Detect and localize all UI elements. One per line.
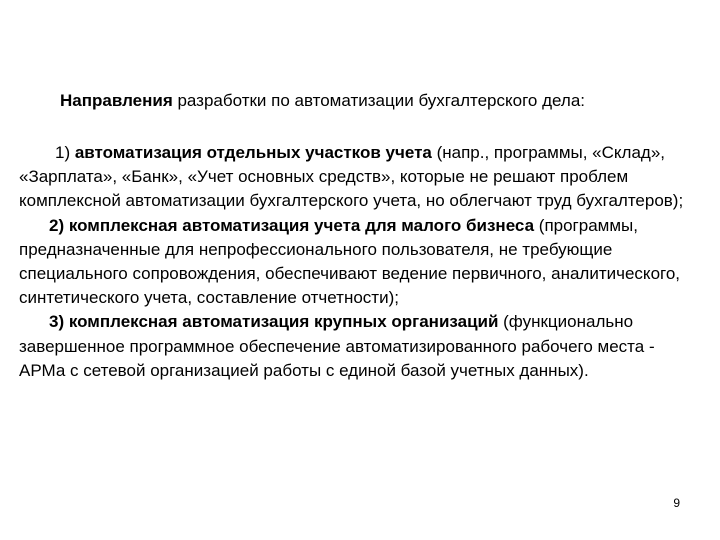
list-item-3: [19, 310, 699, 383]
list-item-2-title: 2) комплексная автоматизация учета для малого бизнеса: [49, 215, 535, 235]
list-item-1-text: (напр., программы, «Склад», «Зарплата», «Банк», «Учет основных средств», которые не решают проблем комплексной автоматизации бухгалтерского учета, но облегчают труд бухгалтеров);: [19, 143, 684, 211]
heading-bold-term: Направления: [60, 91, 173, 110]
list-item-1-title: автоматизация отдельных участков учета: [74, 143, 432, 162]
list-item-2: [19, 214, 699, 311]
list-item-3-title: 3) комплексная автоматизация крупных организаций: [49, 312, 499, 332]
page-number: 9: [673, 496, 680, 510]
heading-text: разработки по автоматизации бухгалтерского дела:: [172, 91, 586, 110]
list-item-2-text: (программы, предназначенные для непрофессионального пользователя, не требующие специального сопровождения, обеспечивают ведение первичного, аналитического, синтетического учета, составление отчетности);: [19, 215, 681, 308]
list-item-1: [19, 141, 699, 214]
list-item-1-number: 1): [55, 143, 75, 162]
slide-body: [19, 141, 699, 383]
list-item-3-text: (функционально завершенное программное обеспечение автоматизированного рабочего места - АРМа с сетевой организацией работы с единой базой учетных данных).: [19, 312, 655, 380]
slide-heading: [60, 89, 700, 113]
